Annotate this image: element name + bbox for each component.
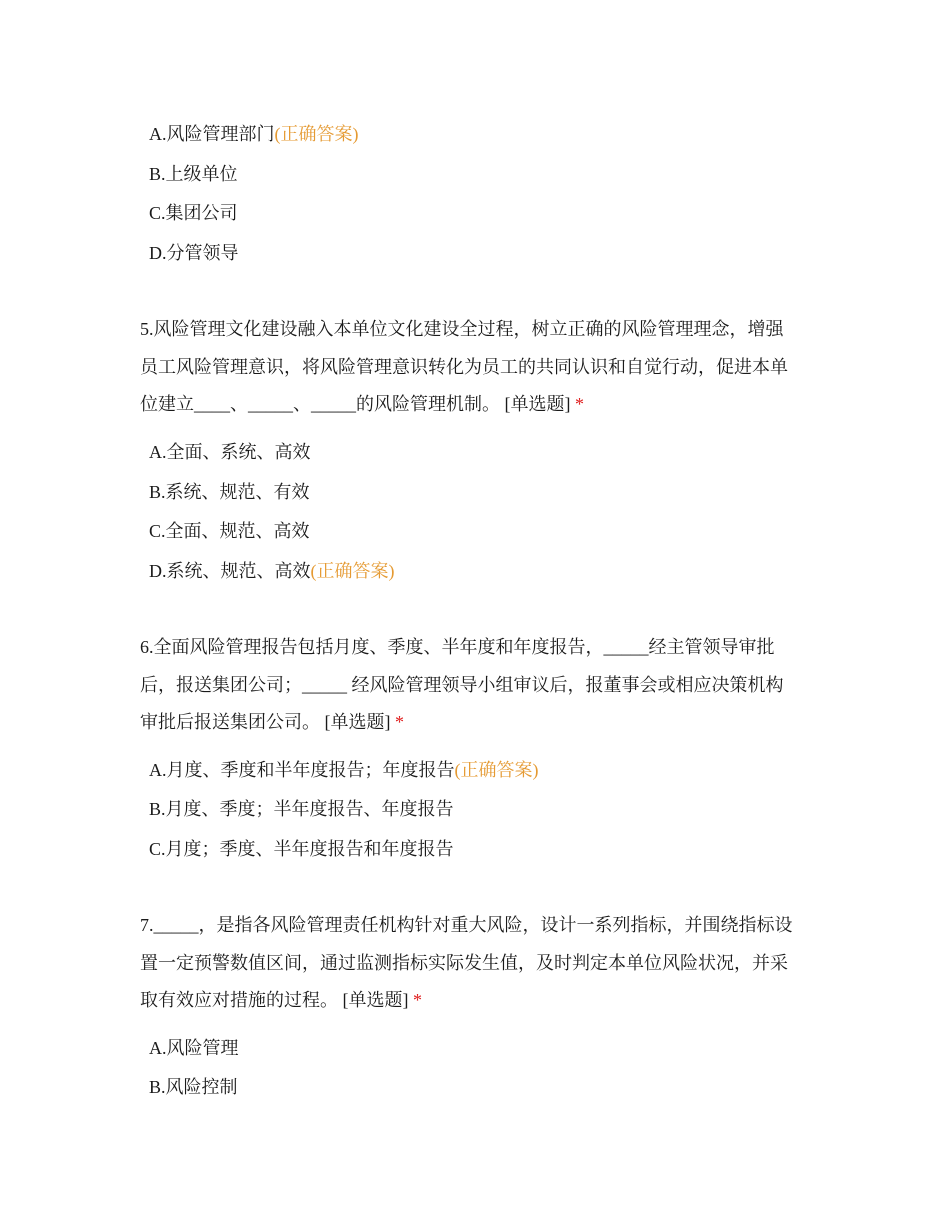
question-line: 位建立____、_____、_____的风险管理机制。 — [140, 394, 500, 414]
question-line: 5.风险管理文化建设融入本单位文化建设全过程，树立正确的风险管理理念，增强 — [140, 319, 784, 339]
correct-answer-label: (正确答案) — [454, 760, 539, 780]
required-marker: * — [390, 712, 404, 732]
q4-option-a — [149, 123, 359, 145]
option-text: A.风险管理部门 — [149, 124, 275, 144]
option-text: C.月度；季度、半年度报告和年度报告 — [149, 839, 454, 859]
question-last-line — [140, 982, 820, 1020]
option-text: B.上级单位 — [149, 164, 238, 184]
question-line: 审批后报送集团公司。 — [140, 712, 320, 732]
option-text: B.风险控制 — [149, 1077, 238, 1097]
required-marker: * — [570, 394, 584, 414]
option-text: A.全面、系统、高效 — [149, 442, 311, 462]
q5-option-a — [149, 441, 311, 463]
question-last-line — [140, 386, 820, 424]
q5-option-b — [149, 481, 310, 503]
option-text: A.月度、季度和半年度报告；年度报告 — [149, 760, 455, 780]
q6-option-c — [149, 838, 454, 860]
option-text: D.系统、规范、高效 — [149, 561, 311, 581]
correct-answer-label: (正确答案) — [274, 124, 359, 144]
correct-answer-label: (正确答案) — [310, 561, 395, 581]
question-line: 置一定预警数值区间，通过监测指标实际发生值，及时判定本单位风险状况，并采 — [140, 952, 788, 973]
option-text: D.分管领导 — [149, 243, 239, 263]
question-line: 6.全面风险管理报告包括月度、季度、半年度和年度报告，_____经主管领导审批 — [140, 637, 775, 657]
q7-option-b — [149, 1076, 238, 1098]
question-6 — [140, 629, 820, 742]
q4-option-d — [149, 242, 239, 264]
option-text: C.集团公司 — [149, 203, 238, 223]
q5-option-c — [149, 520, 310, 542]
q7-option-a — [149, 1037, 239, 1059]
q4-option-c — [149, 202, 238, 224]
question-line: 7._____，是指各风险管理责任机构针对重大风险，设计一系列指标，并围绕指标设 — [140, 915, 793, 935]
question-7 — [140, 907, 820, 1020]
option-text: B.月度、季度；半年度报告、年度报告 — [149, 799, 454, 819]
q6-option-a — [149, 759, 539, 781]
question-type-label: [单选题] — [338, 990, 409, 1010]
question-5 — [140, 311, 820, 424]
required-marker: * — [408, 990, 422, 1010]
question-last-line — [140, 704, 820, 742]
question-line: 员工风险管理意识，将风险管理意识转化为员工的共同认识和自觉行动，促进本单 — [140, 356, 788, 377]
question-type-label: [单选题] — [500, 394, 571, 414]
q5-option-d — [149, 560, 395, 582]
question-type-label: [单选题] — [320, 712, 391, 732]
question-line: 后，报送集团公司；_____ 经风险管理领导小组审议后，报董事会或相应决策机构 — [140, 674, 784, 695]
question-line: 取有效应对措施的过程。 — [140, 990, 338, 1010]
q4-option-b — [149, 163, 238, 185]
option-text: A.风险管理 — [149, 1038, 239, 1058]
option-text: C.全面、规范、高效 — [149, 521, 310, 541]
q6-option-b — [149, 798, 454, 820]
option-text: B.系统、规范、有效 — [149, 482, 310, 502]
